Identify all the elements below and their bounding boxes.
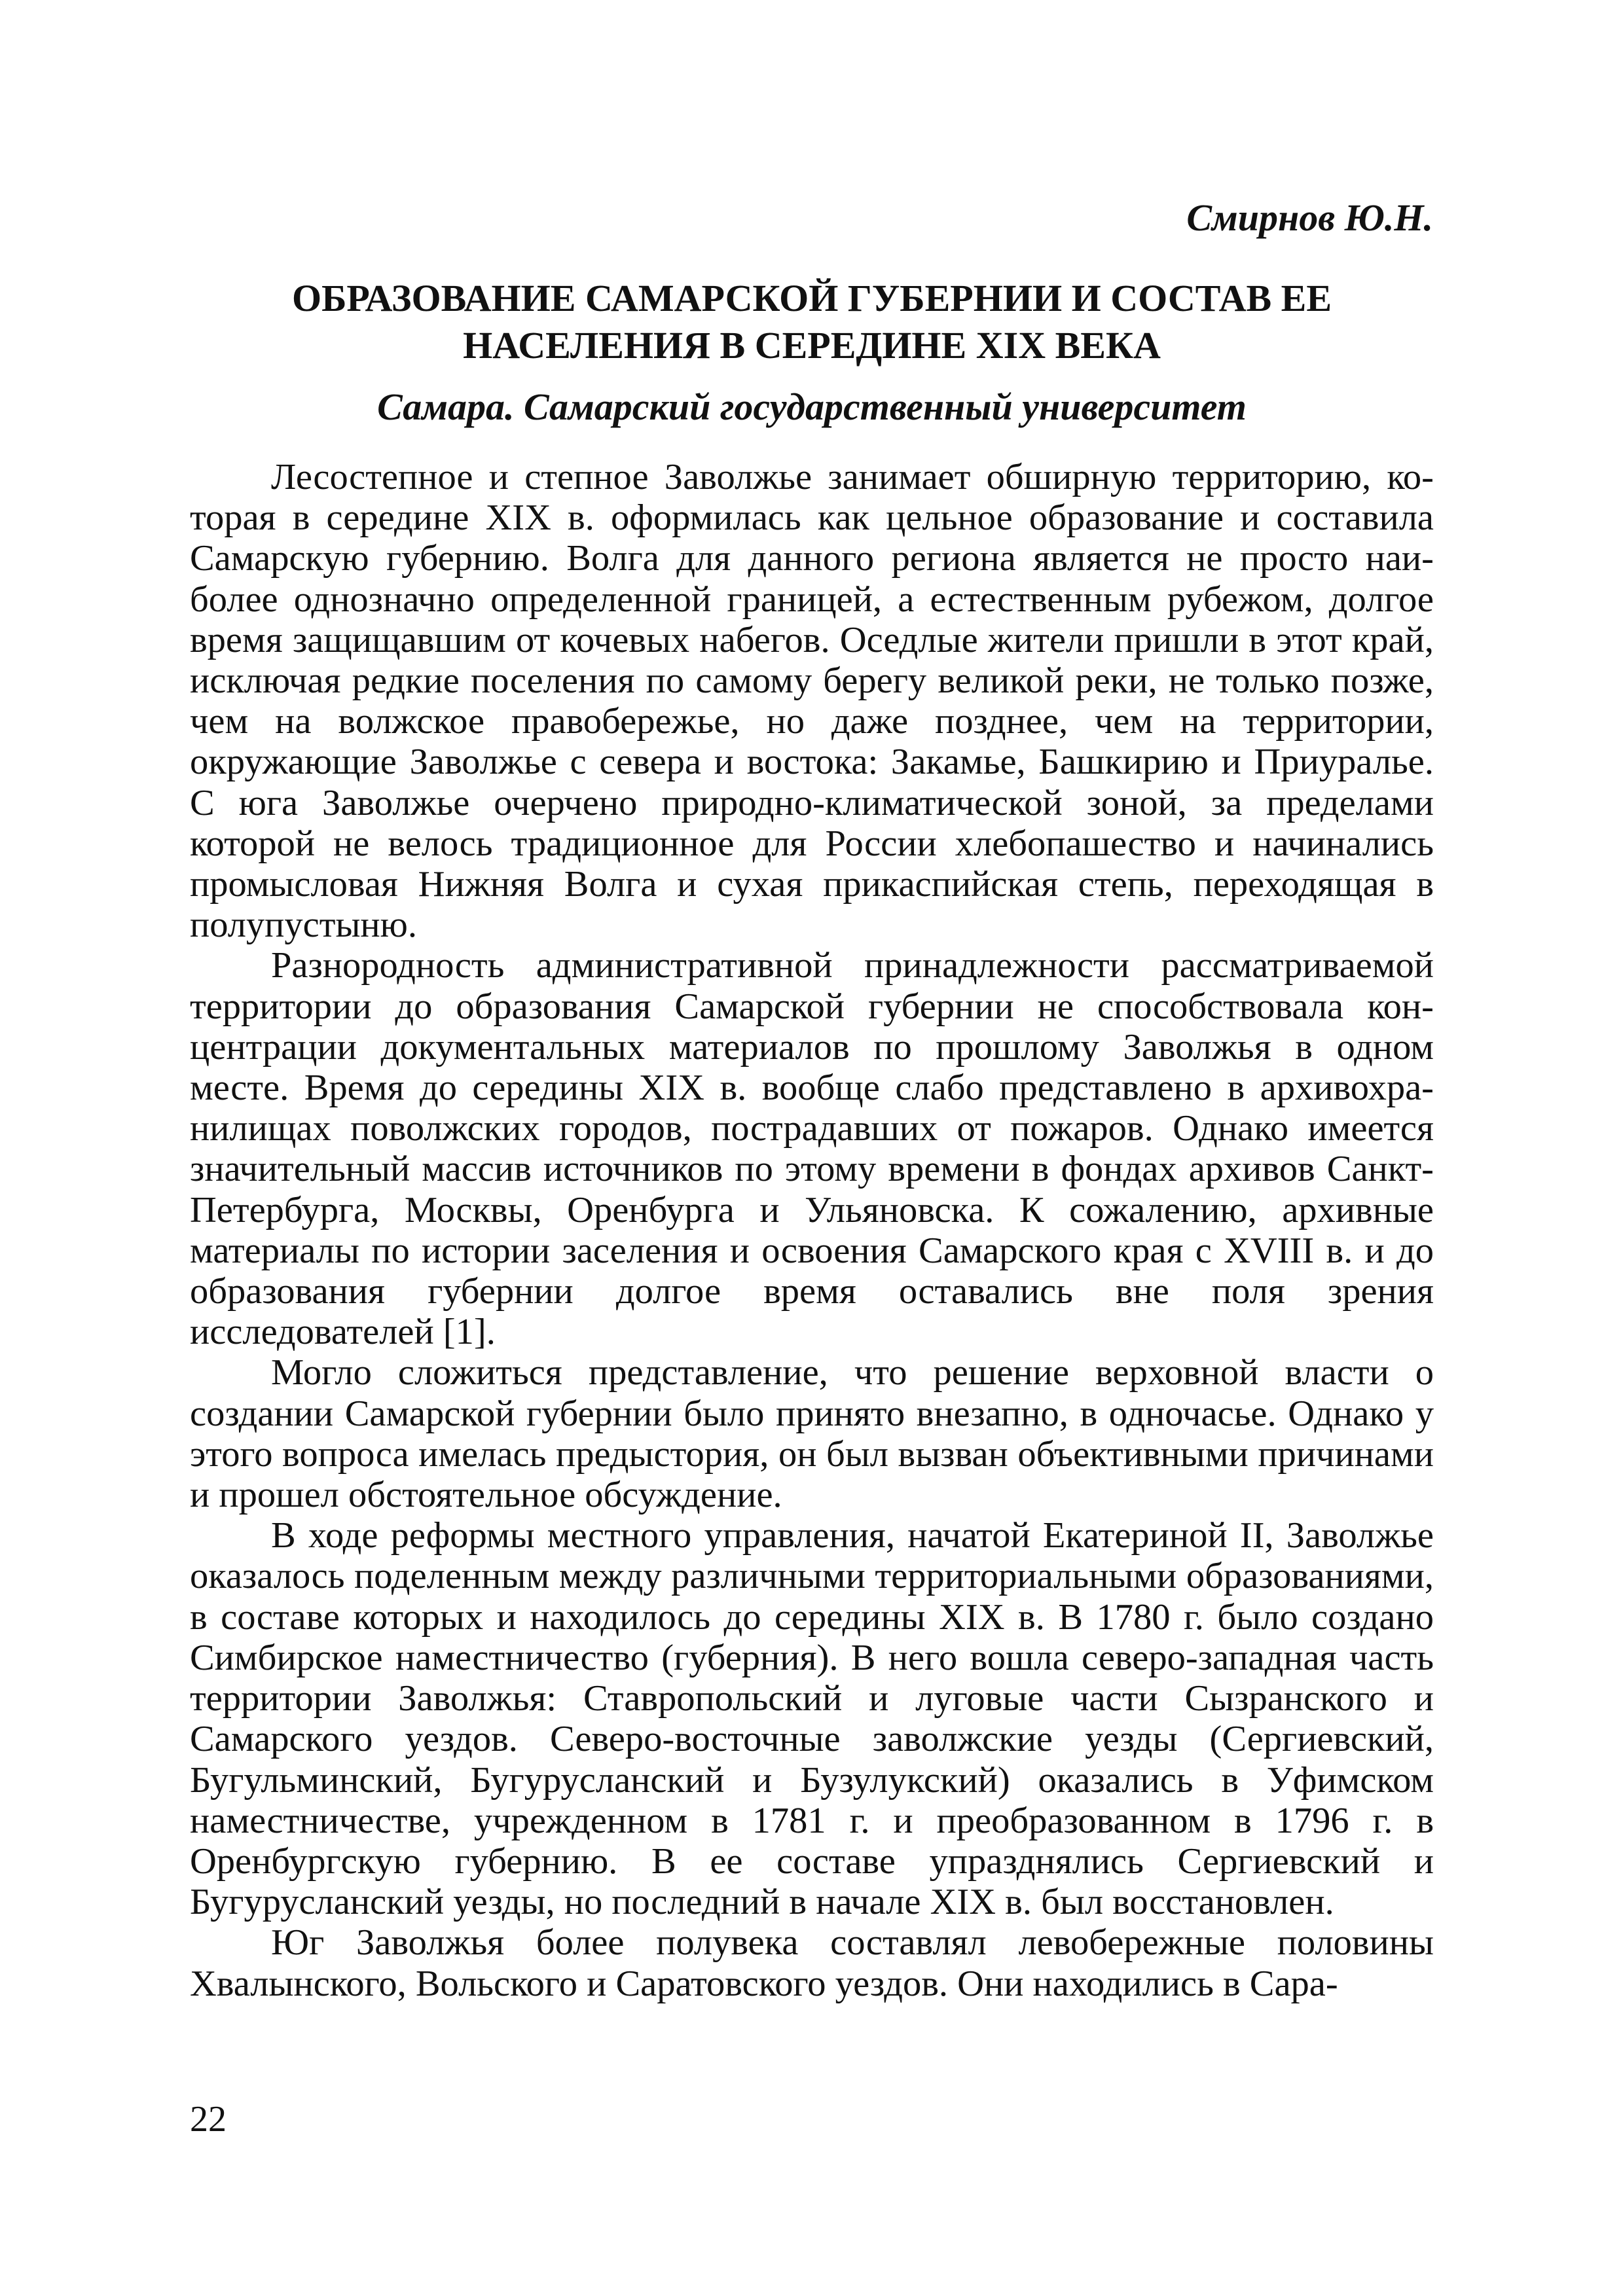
page-number: 22 [190, 2099, 227, 2140]
body-paragraph-1: Лесостепное и степное Заволжье занимает обширную территорию, которая в середине XIX в. оформилась как цельное образование и составила Самарскую губернию. Волга для данного региона является не просто наиболее однозначно определенной границей, а естественным рубежом, долгое время защищавшим от кочевых набегов. Оседлые жители пришли в этот край, исключая редкие поселения по самому берегу великой реки, не только позже, чем на волжское правобережье, но даже позднее, чем на территории, окружающие Заволжье с севера и востока: Закамье, Башкирию и Приуралье. С юга Заволжье очерчено природно-климатической зоной, за пределами которой не велось традиционное для России хлебопашество и начинались промысловая Нижняя Волга и сухая прикаспийская степь, переходящая в полупустыню. [190, 457, 1434, 946]
author-affiliation: Самара. Самарский государственный университет [377, 386, 1247, 428]
article-body [190, 457, 1434, 2004]
article-title-line-1: ОБРАЗОВАНИЕ САМАРСКОЙ ГУБЕРНИИ И СОСТАВ ЕЕ [291, 277, 1332, 319]
article-title-line-2: НАСЕЛЕНИЯ В СЕРЕДИНЕ XIX ВЕКА [463, 324, 1161, 367]
author-name: Смирнов Ю.Н. [1186, 196, 1433, 239]
body-paragraph-2: Разнородность административной принадлежности рассматриваемой территории до образования Самарской губернии не способствовала концентрации документальных материалов по прошлому Заволжья в одном месте. Время до середины XIX в. вообще слабо представлено в архивохранилищах поволжских городов, пострадавших от пожаров. Однако имеется значительный массив источников по этому времени в фондах архивов Санкт-Петербурга, Москвы, Оренбурга и Ульяновска. К сожалению, архивные материалы по истории заселения и освоения Самарского края с XVIII в. и до образования губернии долгое время оставались вне поля зрения исследователей [1]. [190, 945, 1434, 1353]
article-title [190, 275, 1434, 369]
body-paragraph-4: В ходе реформы местного управления, начатой Екатериной II, Заволжье оказалось поделенным между различными территориальными образованиями, в составе которых и находилось до середины XIX в. В 1780 г. было создано Симбирское наместничество (губерния). В него вошла северо-западная часть территории Заволжья: Ставропольский и луговые части Сызранского и Самарского уездов. Северо-восточные заволжские уезды (Сергиевский, Бугульминский, Бугурусланский и Бузулукский) оказались в Уфимском наместничестве, учрежденном в 1781 г. и преобразованном в 1796 г. в Оренбургскую губернию. В ее составе упразднялись Сергиевский и Бугурусланский уезды, но последний в начале XIX в. был восстановлен. [190, 1515, 1434, 1923]
body-paragraph-3: Могло сложиться представление, что решение верховной власти о создании Самарской губернии было принято внезапно, в одночасье. Однако у этого вопроса имелась предыстория, он был вызван объективными причинами и прошел обстоятельное обсуждение. [190, 1352, 1434, 1516]
body-paragraph-5: Юг Заволжья более полувека составлял левобережные половины Хвалынского, Вольского и Саратовского уездов. Они находились в Сара- [190, 1922, 1434, 2004]
